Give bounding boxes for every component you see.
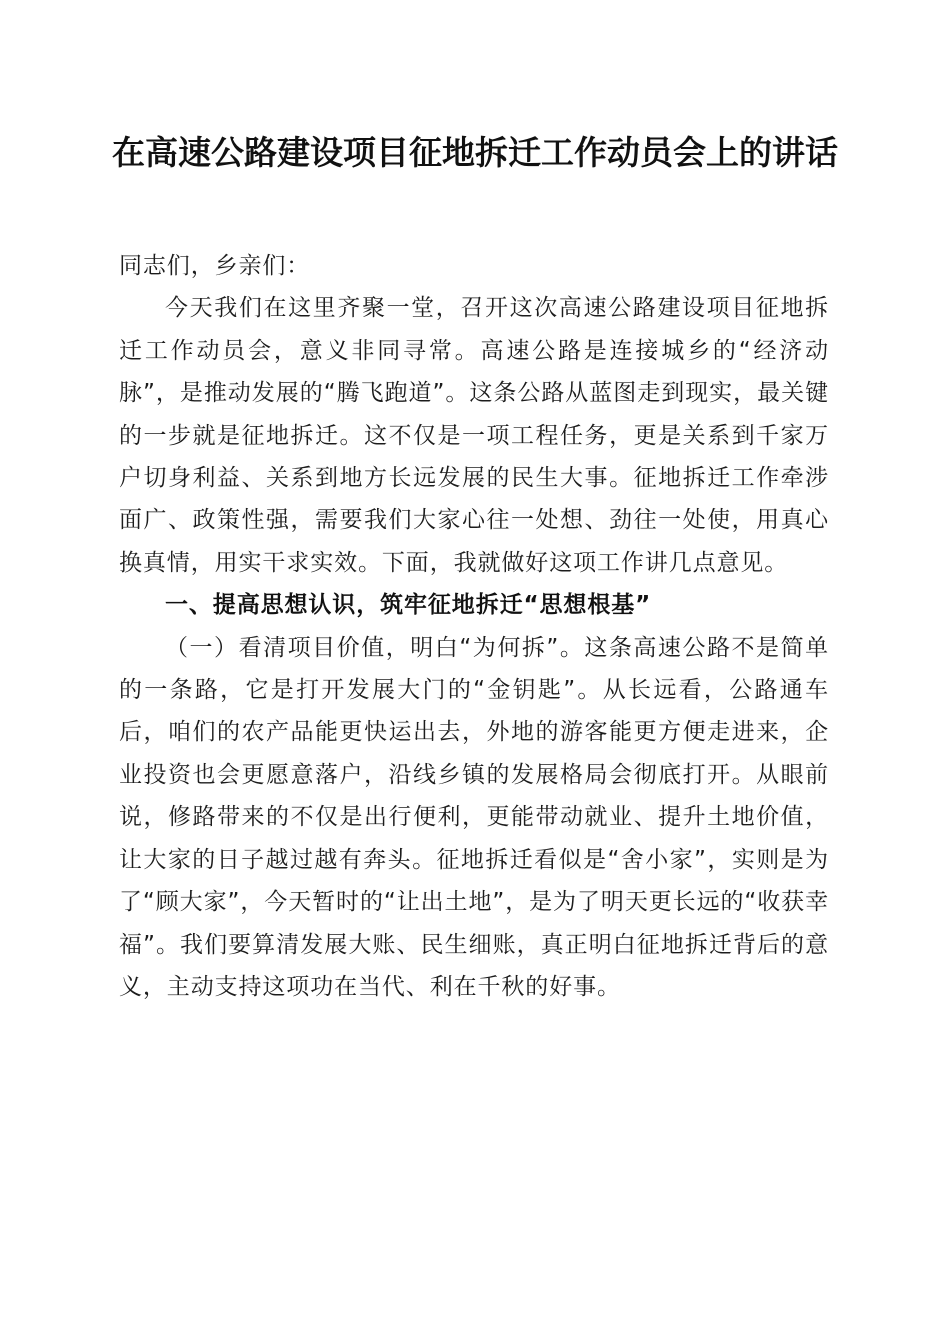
intro-paragraph: 今天我们在这里齐聚一堂，召开这次高速公路建设项目征地拆迁工作动员会，意义非同寻常。高速公路是连接城乡的“经济动脉”，是推动发展的“腾飞跑道”。这条公路从蓝图走到现实，最关键的一步就是征地拆迁。这不仅是一项工程任务，更是关系到千家万户切身利益、关系到地方长远发展的民生大事。征地拆迁工作牵涉面广、政策性强，需要我们大家心往一处想、劲往一处使，用真心换真情，用实干求实效。下面，我就做好这项工作讲几点意见。 — [119, 295, 829, 576]
document-body — [119, 245, 829, 1008]
document-title: 在高速公路建设项目征地拆迁工作动员会上的讲话 — [112, 133, 838, 172]
subsection-paragraph: （一）看清项目价值，明白“为何拆”。这条高速公路不是简单的一条路，它是打开发展大门的“金钥匙”。从长远看，公路通车后，咱们的农产品能更快运出去，外地的游客能更方便走进来，企业投资也会更愿意落户，沿线乡镇的发展格局会彻底打开。从眼前说，修路带来的不仅是出行便利，更能带动就业、提升土地价值，让大家的日子越过越有奔头。征地拆迁看似是“舍小家”，实则是为了“顾大家”，今天暂时的“让出土地”，是为了明天更长远的“收获幸福”。我们要算清发展大账、民生细账，真正明白征地拆迁背后的意义，主动支持这项功在当代、利在千秋的好事。 — [119, 634, 829, 1000]
section-heading: 一、提高思想认识，筑牢征地拆迁“思想根基” — [165, 592, 652, 619]
salutation: 同志们，乡亲们： — [119, 253, 311, 279]
